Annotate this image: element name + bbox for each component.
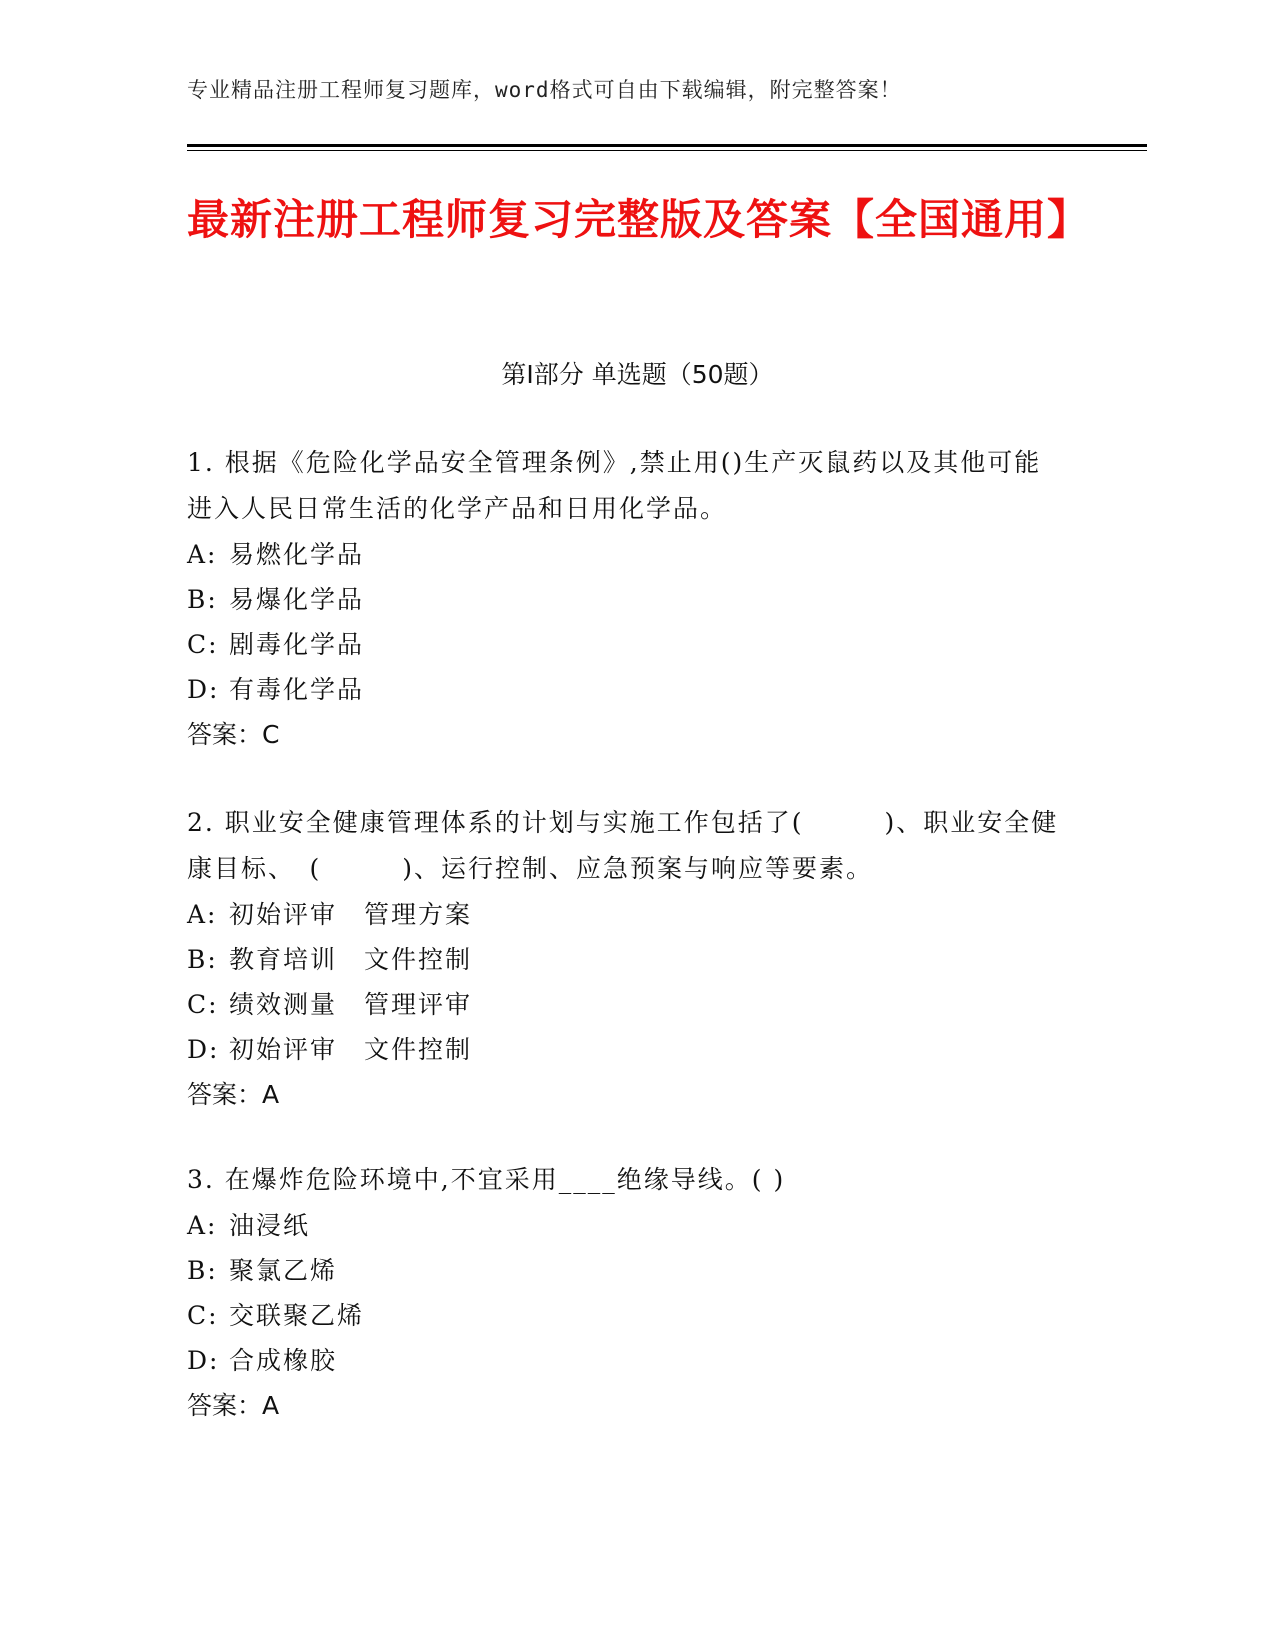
option-text: 合成橡胶 xyxy=(229,1346,338,1375)
option-label: C: xyxy=(187,1301,219,1330)
option-text: 交联聚乙烯 xyxy=(229,1301,365,1330)
answer: 答案：A xyxy=(187,1080,280,1109)
option-text: 初始评审 文件控制 xyxy=(229,1035,473,1064)
option-d xyxy=(187,667,1067,712)
option-d xyxy=(187,1027,1067,1072)
option-a xyxy=(187,892,1067,937)
option-c xyxy=(187,982,1067,1027)
option-text: 剧毒化学品 xyxy=(229,630,365,659)
question-stem: 3. 在爆炸危险环境中,不宜采用____绝缘导线。( ) xyxy=(187,1165,786,1194)
question-stem: 2. 职业安全健康管理体系的计划与实施工作包括了( )、职业安全健康目标、 ( )、运行控制、应急预案与响应等要素。 xyxy=(187,808,1059,883)
option-label: D: xyxy=(187,1346,220,1375)
option-text: 易燃化学品 xyxy=(229,540,365,569)
option-label: B: xyxy=(187,585,218,614)
question-3 xyxy=(187,1157,1067,1429)
section-title: 第Ⅰ部分 单选题（50题） xyxy=(501,360,774,389)
option-b xyxy=(187,577,1067,622)
answer: 答案：C xyxy=(187,720,280,749)
answer: 答案：A xyxy=(187,1391,280,1420)
option-text: 油浸纸 xyxy=(229,1211,311,1240)
option-a xyxy=(187,532,1067,577)
option-label: A: xyxy=(187,900,218,929)
question-1 xyxy=(187,440,1067,758)
option-text: 教育培训 文件控制 xyxy=(229,945,473,974)
option-text: 初始评审 管理方案 xyxy=(229,900,473,929)
header-rule-thick xyxy=(187,144,1147,147)
option-label: C: xyxy=(187,630,219,659)
option-text: 绩效测量 管理评审 xyxy=(229,990,473,1019)
question-2 xyxy=(187,800,1067,1118)
option-label: B: xyxy=(187,945,218,974)
header-note: 专业精品注册工程师复习题库，word格式可自由下载编辑，附完整答案！ xyxy=(187,78,902,102)
header-rule-thin xyxy=(187,150,1147,151)
option-text: 聚氯乙烯 xyxy=(229,1256,338,1285)
option-b xyxy=(187,1248,1067,1293)
option-c xyxy=(187,1293,1067,1338)
option-text: 易爆化学品 xyxy=(229,585,365,614)
option-label: D: xyxy=(187,1035,220,1064)
option-d xyxy=(187,1338,1067,1383)
option-label: B: xyxy=(187,1256,218,1285)
option-label: C: xyxy=(187,990,219,1019)
option-label: A: xyxy=(187,540,218,569)
document-title: 最新注册工程师复习完整版及答案【全国通用】 xyxy=(187,195,1091,244)
option-c xyxy=(187,622,1067,667)
question-stem: 1. 根据《危险化学品安全管理条例》,禁止用()生产灭鼠药以及其他可能进入人民日常生活的化学产品和日用化学品。 xyxy=(187,448,1042,523)
option-a xyxy=(187,1203,1067,1248)
option-label: D: xyxy=(187,675,220,704)
option-b xyxy=(187,937,1067,982)
option-label: A: xyxy=(187,1211,218,1240)
option-text: 有毒化学品 xyxy=(229,675,365,704)
